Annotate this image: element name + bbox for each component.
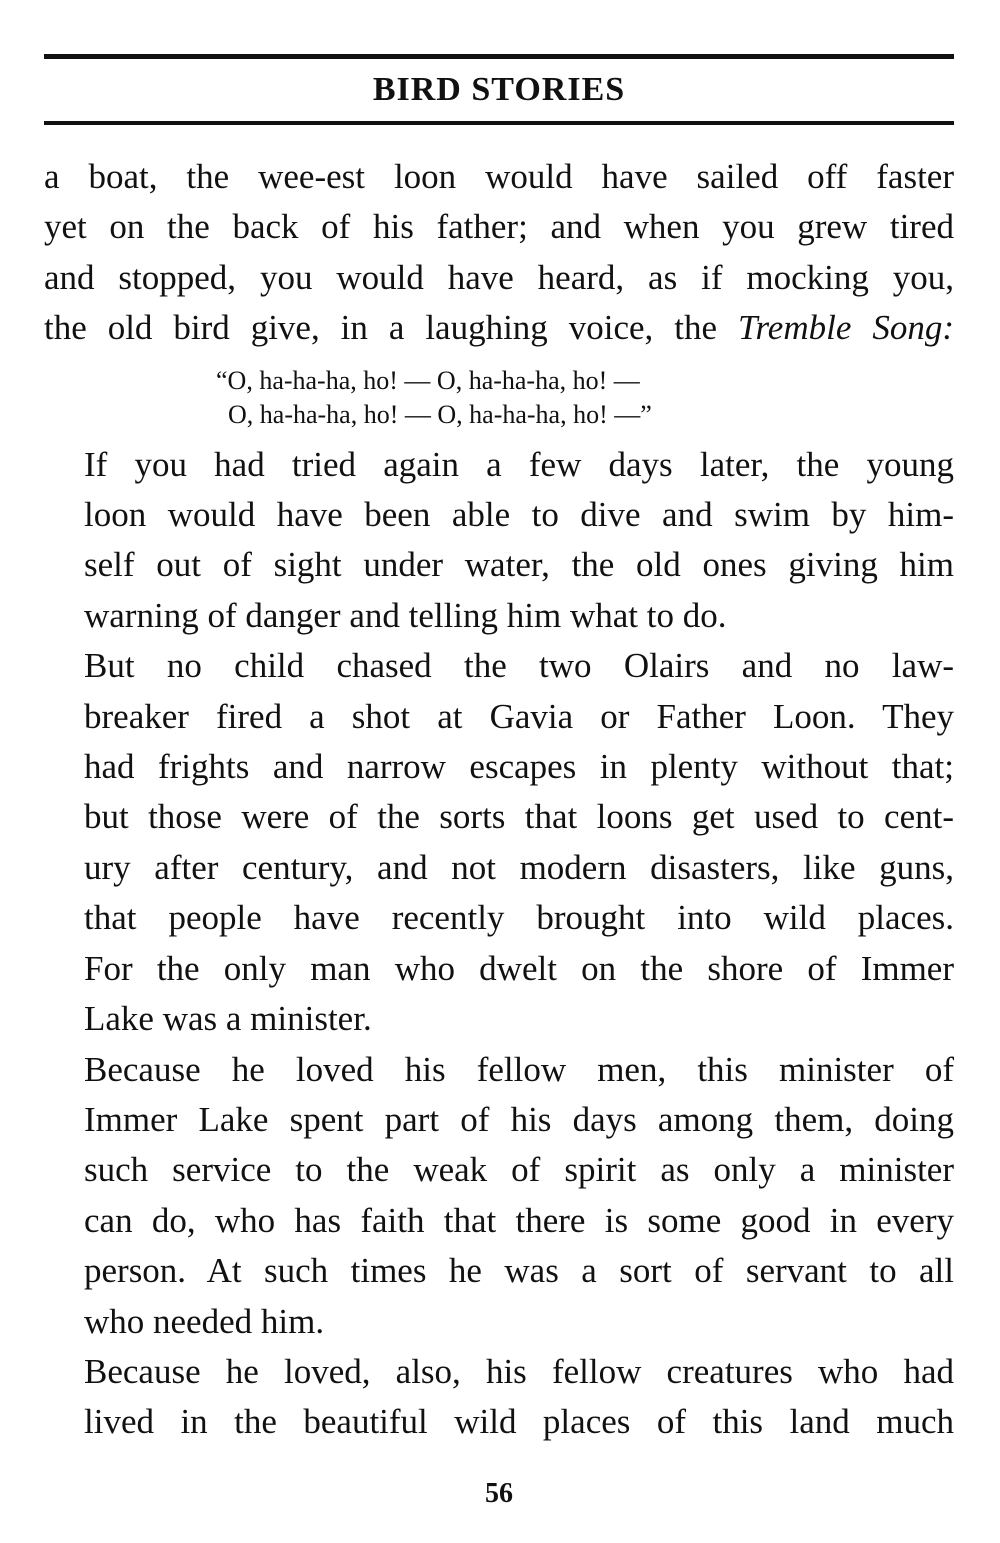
text-line: that people have recently brought into wild places. — [84, 898, 954, 938]
text-line: But no child chased the two Olairs and no law- — [84, 646, 954, 686]
text-line: a boat, the wee-est loon would have sailed off faster — [44, 157, 954, 196]
header-rule-bottom — [44, 121, 954, 125]
body-text — [44, 152, 954, 1448]
text-line: For the only man who dwelt on the shore of Immer — [84, 948, 954, 988]
paragraph-2 — [44, 440, 954, 642]
text-line: ury after century, and not modern disasters, like guns, — [84, 847, 954, 887]
text-line: breaker fired a shot at Gavia or Father Loon. They — [84, 696, 954, 736]
paragraph-1 — [44, 152, 954, 354]
verse-line: O, ha-ha-ha, ho! — O, ha-ha-ha, ho! —” — [228, 399, 652, 429]
header-rule-top — [44, 54, 954, 59]
text-line: Because he loved his fellow men, this minister of — [84, 1049, 954, 1089]
verse-block — [44, 364, 954, 432]
text-line: lived in the beautiful wild places of this land much — [84, 1402, 954, 1442]
text-line: such service to the weak of spirit as only a minister — [84, 1150, 954, 1190]
text-line-lead: the old bird give, in a laughing voice, the — [44, 308, 738, 348]
book-page — [44, 0, 954, 1543]
song-title: Tremble Song: — [737, 308, 954, 348]
text-line: person. At such times he was a sort of servant to all — [84, 1251, 954, 1291]
text-line: warning of danger and telling him what to do. — [84, 595, 727, 635]
verse-line: “O, ha-ha-ha, ho! — O, ha-ha-ha, ho! — — [216, 365, 640, 395]
text-line: Because he loved, also, his fellow creatures who had — [84, 1351, 954, 1391]
paragraph-3 — [44, 641, 954, 1044]
text-line: had frights and narrow escapes in plenty without that; — [84, 747, 954, 787]
running-head: BIRD STORIES — [372, 71, 626, 108]
text-line: self out of sight under water, the old ones giving him — [84, 545, 954, 585]
text-line: If you had tried again a few days later, the young — [84, 444, 954, 484]
paragraph-5 — [44, 1347, 954, 1448]
page-number: 56 — [485, 1478, 513, 1509]
text-line: can do, who has faith that there is some good in every — [84, 1200, 954, 1240]
text-line: loon would have been able to dive and swim by him- — [84, 495, 954, 535]
text-line — [44, 303, 954, 353]
paragraph-4 — [44, 1045, 954, 1347]
text-line: who needed him. — [84, 1301, 325, 1341]
text-line: Immer Lake spent part of his days among them, doing — [84, 1099, 954, 1139]
text-line: Lake was a minister. — [84, 999, 372, 1039]
text-line: and stopped, you would have heard, as if mocking you, — [44, 257, 954, 297]
text-line: but those were of the sorts that loons get used to cent- — [84, 797, 954, 837]
text-line: yet on the back of his father; and when you grew tired — [44, 207, 954, 247]
